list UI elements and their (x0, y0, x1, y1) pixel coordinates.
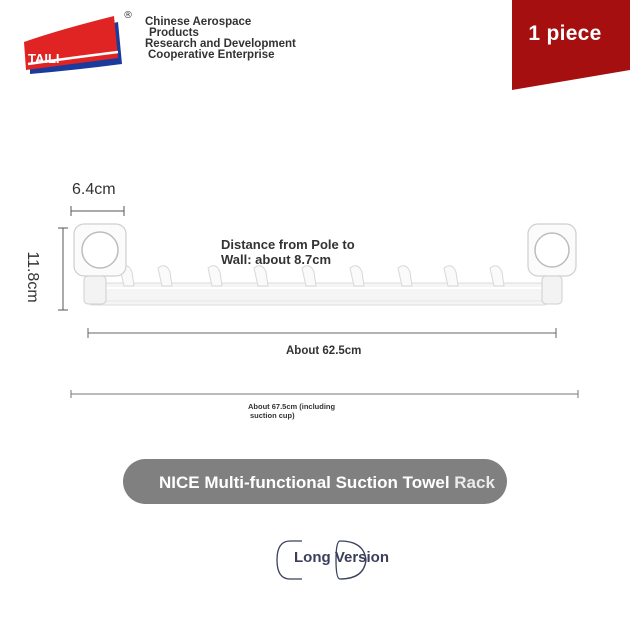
wall-distance-line: Distance from Pole to (221, 237, 355, 252)
company-line: Research and Development (145, 38, 296, 50)
version-label: Long Version (294, 549, 390, 566)
quantity-label: 1 piece (528, 22, 602, 45)
pole-length-label: About 62.5cm (286, 345, 362, 357)
total-length-line: suction cup) (250, 411, 295, 420)
product-title (159, 473, 495, 493)
registered-mark: ® (123, 10, 133, 21)
total-length-line: About 67.5cm (including (248, 402, 336, 411)
product-title-main: NICE Multi-functional Suction Towel (159, 473, 455, 492)
height-label: 11.8cm (24, 251, 41, 303)
product-title-tail: Rack (454, 473, 495, 492)
cup-width-label: 6.4cm (72, 181, 116, 198)
company-line: Chinese Aerospace (145, 16, 252, 28)
total-length-label (248, 402, 335, 420)
company-line: Products (149, 27, 199, 39)
company-line: Cooperative Enterprise (148, 49, 275, 61)
wall-distance-label (221, 237, 355, 267)
logo-text: TAILI (28, 51, 60, 66)
wall-distance-line: Wall: about 8.7cm (221, 252, 332, 267)
